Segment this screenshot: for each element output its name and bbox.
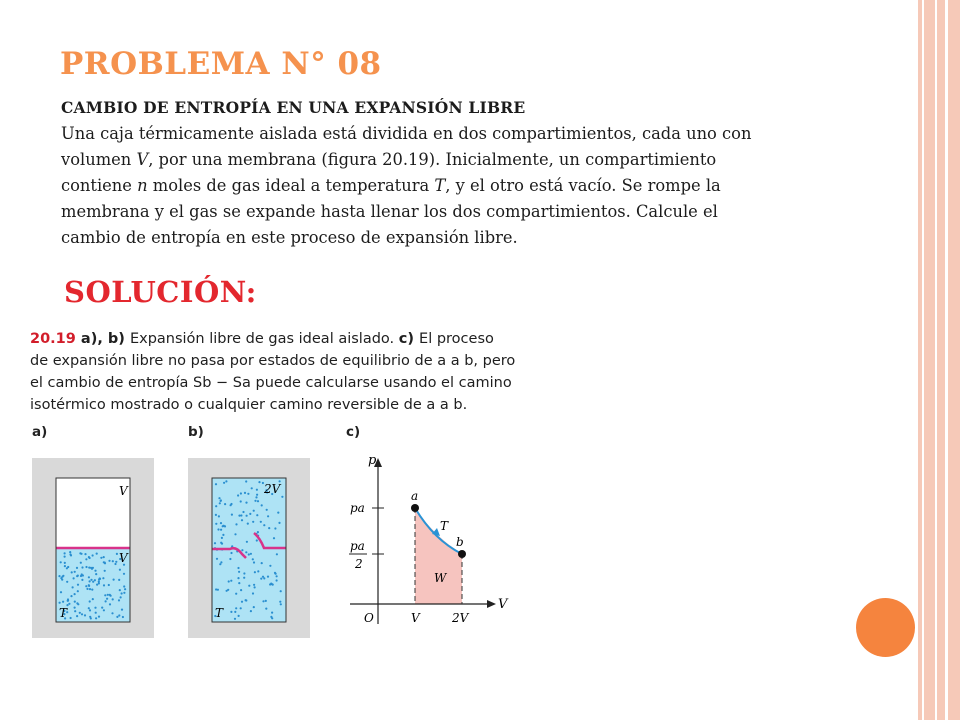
x-tick-v: V (411, 611, 420, 625)
bottom-volume-label: V (119, 551, 128, 565)
gas-particle (96, 553, 98, 555)
gas-particle (268, 527, 270, 529)
gas-particle (265, 608, 267, 610)
gas-particle (229, 558, 231, 560)
math-variable: n (137, 176, 148, 195)
text-segment: , por una membrana (figura 20.19). Inicialmente, un compartimiento (148, 150, 717, 169)
gas-particle (230, 611, 232, 613)
statement-line (61, 173, 861, 199)
gas-particle (98, 616, 100, 618)
gas-particle (107, 594, 109, 596)
gas-particle (242, 511, 244, 513)
gas-particle (220, 529, 222, 531)
gas-particle (245, 599, 247, 601)
gas-particle (88, 607, 90, 609)
gas-particle (234, 611, 236, 613)
gas-particle (123, 573, 125, 575)
v-axis-arrow (487, 600, 496, 608)
gas-particle (246, 541, 248, 543)
gas-particle (240, 514, 242, 516)
gas-particle (215, 514, 217, 516)
gas-particle (261, 504, 263, 506)
pa-half-denominator: 2 (355, 557, 363, 571)
gas-particle (245, 502, 247, 504)
gas-particle (88, 556, 90, 558)
stripe-divider (922, 0, 924, 720)
gas-particle (254, 586, 256, 588)
gas-particle (118, 579, 120, 581)
gas-particle (64, 562, 66, 564)
gas-particle (214, 542, 216, 544)
gas-particle (263, 524, 265, 526)
gas-particle (100, 557, 102, 559)
stripe-divider (945, 0, 948, 720)
gas-particle (277, 512, 279, 514)
statement-line (61, 147, 861, 173)
gas-particle (101, 607, 103, 609)
caption-line: de expansión libre no pasa por estados de equilibrio de a a b, pero (30, 353, 516, 369)
slide-title: PROBLEMA N° 08 (60, 46, 382, 82)
gas-particle (235, 607, 237, 609)
gas-particle (267, 576, 269, 578)
gas-particle (104, 570, 106, 572)
gas-particle (123, 592, 125, 594)
gas-particle (241, 519, 243, 521)
gas-particle (273, 537, 275, 539)
gas-particle (122, 616, 124, 618)
gas-particle (121, 592, 123, 594)
gas-particle (225, 480, 227, 482)
gas-particle (115, 561, 117, 563)
gas-particle (88, 576, 90, 578)
gas-particle (62, 601, 64, 603)
gas-particle (270, 616, 272, 618)
gas-particle (257, 570, 259, 572)
gas-particle (98, 582, 100, 584)
gas-particle (84, 614, 86, 616)
caption-line (30, 328, 510, 350)
gas-particle (105, 600, 107, 602)
gas-particle (64, 556, 66, 558)
gas-particle (85, 566, 87, 568)
gas-particle (250, 610, 252, 612)
gas-particle (253, 606, 255, 608)
gas-particle (59, 602, 61, 604)
statement-line (61, 121, 861, 147)
side-stripes (918, 0, 960, 720)
gas-particle (260, 578, 262, 580)
gas-particle (69, 551, 71, 553)
gas-particle (104, 594, 106, 596)
gas-particle (254, 500, 256, 502)
gas-particle (60, 591, 62, 593)
gas-particle (221, 537, 223, 539)
gas-particle (77, 575, 79, 577)
statement-line (61, 225, 861, 251)
gas-particle (70, 617, 72, 619)
gas-particle (77, 584, 79, 586)
problem-statement (61, 121, 861, 251)
gas-particle (237, 577, 239, 579)
gas-particle (103, 584, 105, 586)
gas-particle (102, 577, 104, 579)
gas-particle (276, 553, 278, 555)
gas-particle (279, 601, 281, 603)
gas-particle (227, 589, 229, 591)
panel-b-box-diagram (188, 458, 310, 638)
gas-particle (223, 525, 225, 527)
gas-particle (89, 600, 91, 602)
state-point-a (411, 504, 419, 512)
text-segment: contiene (61, 176, 138, 195)
gas-particle (231, 514, 233, 516)
gas-particle (76, 602, 78, 604)
gas-particle (69, 553, 71, 555)
gas-particle (74, 607, 76, 609)
gas-particle (234, 618, 236, 620)
gas-particle (74, 571, 76, 573)
gas-particle (64, 565, 66, 567)
gas-particle (256, 489, 258, 491)
gas-particle (235, 593, 237, 595)
gas-particle (90, 617, 92, 619)
gas-particle (84, 553, 86, 555)
text-segment: moles de gas ideal a temperatura (147, 176, 435, 195)
text-segment: cambio de entropía en este proceso de expansión libre. (61, 228, 518, 247)
gas-particle (121, 609, 123, 611)
gas-particle (276, 575, 278, 577)
gas-particle (77, 590, 79, 592)
gas-particle (230, 503, 232, 505)
gas-particle (246, 515, 248, 517)
gas-particle (245, 480, 247, 482)
gas-particle (248, 585, 250, 587)
caption-line: isotérmico mostrado o cualquier camino reversible de a a b. (30, 397, 468, 413)
gas-particle (80, 553, 82, 555)
math-variable: V (136, 150, 149, 169)
gas-particle (104, 562, 106, 564)
text-segment: volumen (61, 150, 137, 169)
gas-particle (254, 571, 256, 573)
caption-segment: El proceso (419, 331, 494, 347)
gas-particle (114, 563, 116, 565)
gas-particle (271, 583, 273, 585)
gas-particle (280, 603, 282, 605)
gas-particle (219, 502, 221, 504)
caption-segment: c) (398, 331, 420, 347)
gas-particle (218, 515, 220, 517)
gas-particle (67, 566, 69, 568)
gas-particle (241, 549, 243, 551)
stripe-divider (935, 0, 937, 720)
x-tick-2v: 2V (452, 611, 469, 625)
gas-particle (247, 493, 249, 495)
gas-particle (90, 579, 92, 581)
text-segment: Una caja térmicamente aislada está dividida en dos compartimientos, cada uno con (61, 124, 752, 143)
panel-a-box-diagram (32, 458, 154, 638)
gas-particle (257, 500, 259, 502)
gas-particle (64, 552, 66, 554)
gas-particle (243, 572, 245, 574)
gas-particle (215, 505, 217, 507)
gas-particle (215, 483, 217, 485)
panel-b-label: b) (188, 424, 204, 440)
gas-particle (95, 573, 97, 575)
gas-particle (263, 577, 265, 579)
textbook-figure (28, 326, 516, 642)
gas-particle (81, 566, 83, 568)
panel-a-label: a) (32, 424, 48, 440)
gas-particle (244, 492, 246, 494)
gas-particle (108, 560, 110, 562)
gas-particle (269, 565, 271, 567)
gas-particle (60, 561, 62, 563)
gas-particle (265, 600, 267, 602)
gas-particle (215, 523, 217, 525)
volume-label: 2V (264, 482, 281, 496)
gas-particle (119, 569, 121, 571)
state-point-b (458, 550, 466, 558)
gas-particle (222, 534, 224, 536)
gas-particle (243, 577, 245, 579)
gas-particle (247, 523, 249, 525)
top-volume-label: V (119, 484, 128, 498)
gas-particle (118, 599, 120, 601)
gas-particle (240, 589, 242, 591)
gas-particle (251, 487, 253, 489)
gas-particle (66, 581, 68, 583)
work-label: W (434, 571, 447, 585)
isotherm-label: T (440, 519, 449, 533)
gas-particle (119, 589, 121, 591)
gas-particle (81, 613, 83, 615)
problem-subtitle: CAMBIO DE ENTROPÍA EN UNA EXPANSIÓN LIBRE (61, 98, 526, 117)
gas-particle (281, 496, 283, 498)
gas-particle (112, 560, 114, 562)
gas-particle (99, 577, 101, 579)
temperature-label: T (215, 606, 224, 620)
pa-label: pa (350, 501, 365, 515)
gas-particle (111, 612, 113, 614)
gas-particle (274, 527, 276, 529)
p-axis-label: p (368, 453, 377, 468)
gas-particle (108, 584, 110, 586)
panel-c-label: c) (346, 424, 361, 440)
gas-particle (249, 513, 251, 515)
gas-particle (120, 596, 122, 598)
gas-particle (109, 594, 111, 596)
gas-particle (67, 598, 69, 600)
gas-particle (72, 586, 74, 588)
gas-particle (255, 496, 257, 498)
gas-particle (267, 515, 269, 517)
pv-diagram (338, 448, 510, 638)
gas-particle (235, 523, 237, 525)
gas-particle (112, 598, 114, 600)
gas-particle (95, 617, 97, 619)
gas-particle (94, 579, 96, 581)
gas-particle (118, 614, 120, 616)
math-variable: T (434, 176, 446, 195)
gas-particle (237, 567, 239, 569)
v-axis-label: V (498, 597, 508, 612)
gas-particle (245, 551, 247, 553)
caption-line: el cambio de entropía Sb − Sa puede calcularse usando el camino (30, 375, 512, 391)
gas-particle (86, 588, 88, 590)
gas-particle (278, 522, 280, 524)
gas-particle (238, 615, 240, 617)
caption-segment: Expansión libre de gas ideal aislado. (129, 331, 399, 347)
gas-particle (74, 593, 76, 595)
gas-particle (276, 579, 278, 581)
gas-particle (85, 585, 87, 587)
gas-particle (216, 558, 218, 560)
temperature-label: T (59, 606, 68, 620)
gas-particle (238, 571, 240, 573)
figure-number: 20.19 (30, 331, 76, 347)
gas-particle (262, 600, 264, 602)
gas-particle (74, 610, 76, 612)
gas-particle (88, 584, 90, 586)
gas-particle (220, 500, 222, 502)
gas-particle (58, 575, 60, 577)
gas-particle (74, 601, 76, 603)
gas-particle (238, 515, 240, 517)
gas-particle (223, 482, 225, 484)
gas-particle (96, 584, 98, 586)
gas-particle (79, 612, 81, 614)
gas-particle (257, 531, 259, 533)
gas-particle (240, 492, 242, 494)
gas-particle (253, 584, 255, 586)
pa-half-numerator: pa (350, 539, 365, 553)
gas-particle (218, 497, 220, 499)
gas-particle (256, 514, 258, 516)
gas-particle (240, 607, 242, 609)
gas-particle (217, 528, 219, 530)
gas-particle (94, 607, 96, 609)
gas-particle (81, 579, 83, 581)
gas-particle (80, 562, 82, 564)
gas-particle (116, 553, 118, 555)
gas-particle (103, 556, 105, 558)
gas-particle (89, 588, 91, 590)
gas-particle (256, 494, 258, 496)
gas-particle (234, 533, 236, 535)
gas-particle (81, 573, 83, 575)
gas-particle (219, 563, 221, 565)
statement-line (61, 199, 861, 225)
gas-particle (92, 598, 94, 600)
gas-particle (230, 552, 232, 554)
gas-particle (266, 509, 268, 511)
gas-particle (252, 592, 254, 594)
gas-particle (91, 568, 93, 570)
gas-particle (280, 590, 282, 592)
gas-particle (124, 588, 126, 590)
gas-particle (89, 609, 91, 611)
gas-particle (256, 539, 258, 541)
gas-particle (240, 500, 242, 502)
gas-particle (271, 612, 273, 614)
gas-particle (85, 558, 87, 560)
gas-particle (237, 494, 239, 496)
point-b-label: b (456, 535, 464, 549)
gas-particle (116, 616, 118, 618)
gas-particle (70, 595, 72, 597)
figure-caption (30, 328, 516, 416)
gas-particle (230, 580, 232, 582)
gas-particle (217, 589, 219, 591)
gas-particle (123, 585, 125, 587)
gas-particle (91, 589, 93, 591)
gas-particle (76, 615, 78, 617)
gas-particle (95, 612, 97, 614)
gas-particle (252, 521, 254, 523)
gas-particle (94, 570, 96, 572)
gas-particle (241, 601, 243, 603)
gas-particle (228, 580, 230, 582)
gas-particle (261, 562, 263, 564)
gas-particle (106, 598, 108, 600)
gas-particle (92, 581, 94, 583)
decorative-circle (856, 598, 915, 657)
gas-particle (238, 582, 240, 584)
gas-particle (224, 503, 226, 505)
gas-particle (68, 603, 70, 605)
gas-particle (253, 510, 255, 512)
gas-particle (76, 567, 78, 569)
gas-particle (248, 553, 250, 555)
gas-particle (89, 580, 91, 582)
gas-particle (220, 542, 222, 544)
gas-particle (103, 609, 105, 611)
gas-particle (71, 571, 73, 573)
gas-particle (220, 522, 222, 524)
gas-particle (258, 481, 260, 483)
gas-particle (109, 603, 111, 605)
gas-particle (250, 553, 252, 555)
gas-particle (253, 561, 255, 563)
solution-heading: SOLUCIÓN: (64, 275, 257, 309)
gas-particle (60, 577, 62, 579)
gas-particle (113, 579, 115, 581)
work-area (415, 508, 462, 604)
gas-particle (274, 572, 276, 574)
origin-label: O (364, 611, 374, 625)
gas-particle (260, 521, 262, 523)
gas-particle (252, 558, 254, 560)
text-segment: , y el otro está vacío. Se rompe la (445, 176, 721, 195)
gas-particle (92, 554, 94, 556)
gas-particle (73, 577, 75, 579)
point-a-label: a (411, 489, 419, 503)
text-segment: membrana y el gas se expande hasta llenar los dos compartimientos. Calcule el (61, 202, 718, 221)
caption-segment: a), b) (75, 331, 130, 347)
